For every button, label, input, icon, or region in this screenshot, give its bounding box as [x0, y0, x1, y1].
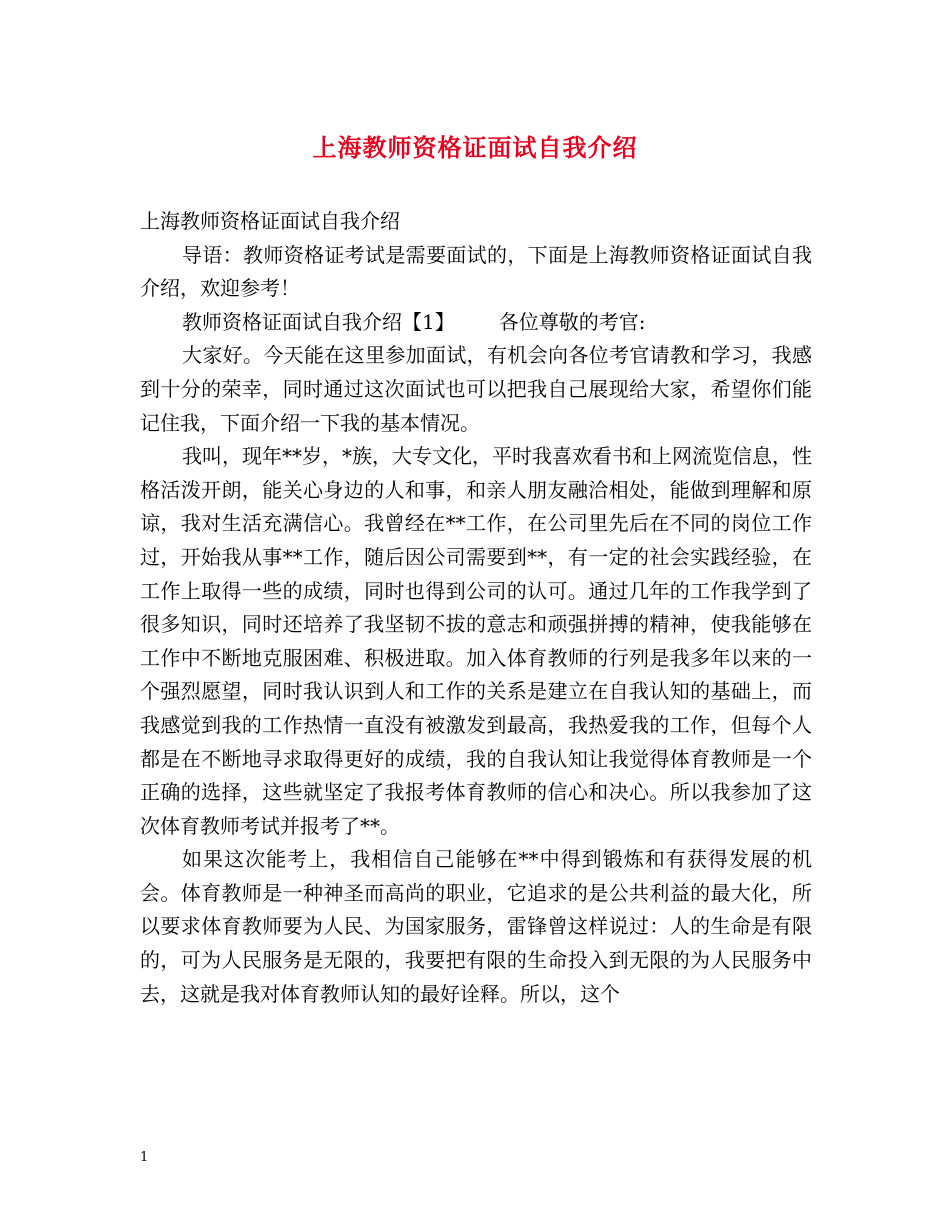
section-heading-line — [140, 306, 812, 340]
paragraph-background: 我叫，现年**岁，*族，大专文化，平时我喜欢看书和上网流览信息，性格活泼开朗，能关心身边的人和事，和亲人朋友融洽相处，能做到理解和原谅，我对生活充满信心。我曾经在**工作，在公司里先后在不同的岗位工作过，开始我从事**工作，随后因公司需要到**，有一定的社会实践经验，在工作上取得一些的成绩，同时也得到公司的认可。通过几年的工作我学到了很多知识，同时还培养了我坚韧不拔的意志和顽强拼搏的精神，使我能够在工作中不断地克服困难、积极进取。加入体育教师的行列是我多年以来的一个强烈愿望，同时我认识到人和工作的关系是建立在自我认知的基础上，而我感觉到我的工作热情一直没有被激发到最高，我热爱我的工作，但每个人都是在不断地寻求取得更好的成绩，我的自我认知让我觉得体育教师是一个正确的选择，这些就坚定了我报考体育教师的信心和决心。所以我参加了这次体育教师考试并报考了**。 — [140, 444, 812, 838]
page-number: 1 — [140, 1150, 149, 1165]
paragraph-greeting: 大家好。今天能在这里参加面试，有机会向各位考官请教和学习，我感到十分的荣幸，同时通过这次面试也可以把我自己展现给大家，希望你们能记住我，下面介绍一下我的基本情况。 — [140, 343, 812, 435]
paragraph-aspiration: 如果这次能考上，我相信自己能够在**中得到锻炼和有获得发展的机会。体育教师是一种神圣而高尚的职业，它追求的是公共利益的最大化，所以要求体育教师要为人民、为国家服务，雷锋曾这样说过：人的生命是有限的，可为人民服务是无限的，我要把有限的生命投入到无限的为人民服务中去，这就是我对体育教师认知的最好诠释。所以，这个 — [140, 847, 812, 1006]
greeting: 各位尊敬的考官: — [498, 309, 646, 334]
document-body — [140, 205, 812, 1011]
intro-paragraph: 导语：教师资格证考试是需要面试的，下面是上海教师资格证面试自我介绍，欢迎参考！ — [140, 242, 812, 301]
document-subtitle: 上海教师资格证面试自我介绍 — [140, 209, 400, 233]
document-title: 上海教师资格证面试自我介绍 — [312, 133, 638, 162]
section-heading: 教师资格证面试自我介绍【1】 — [182, 309, 455, 334]
